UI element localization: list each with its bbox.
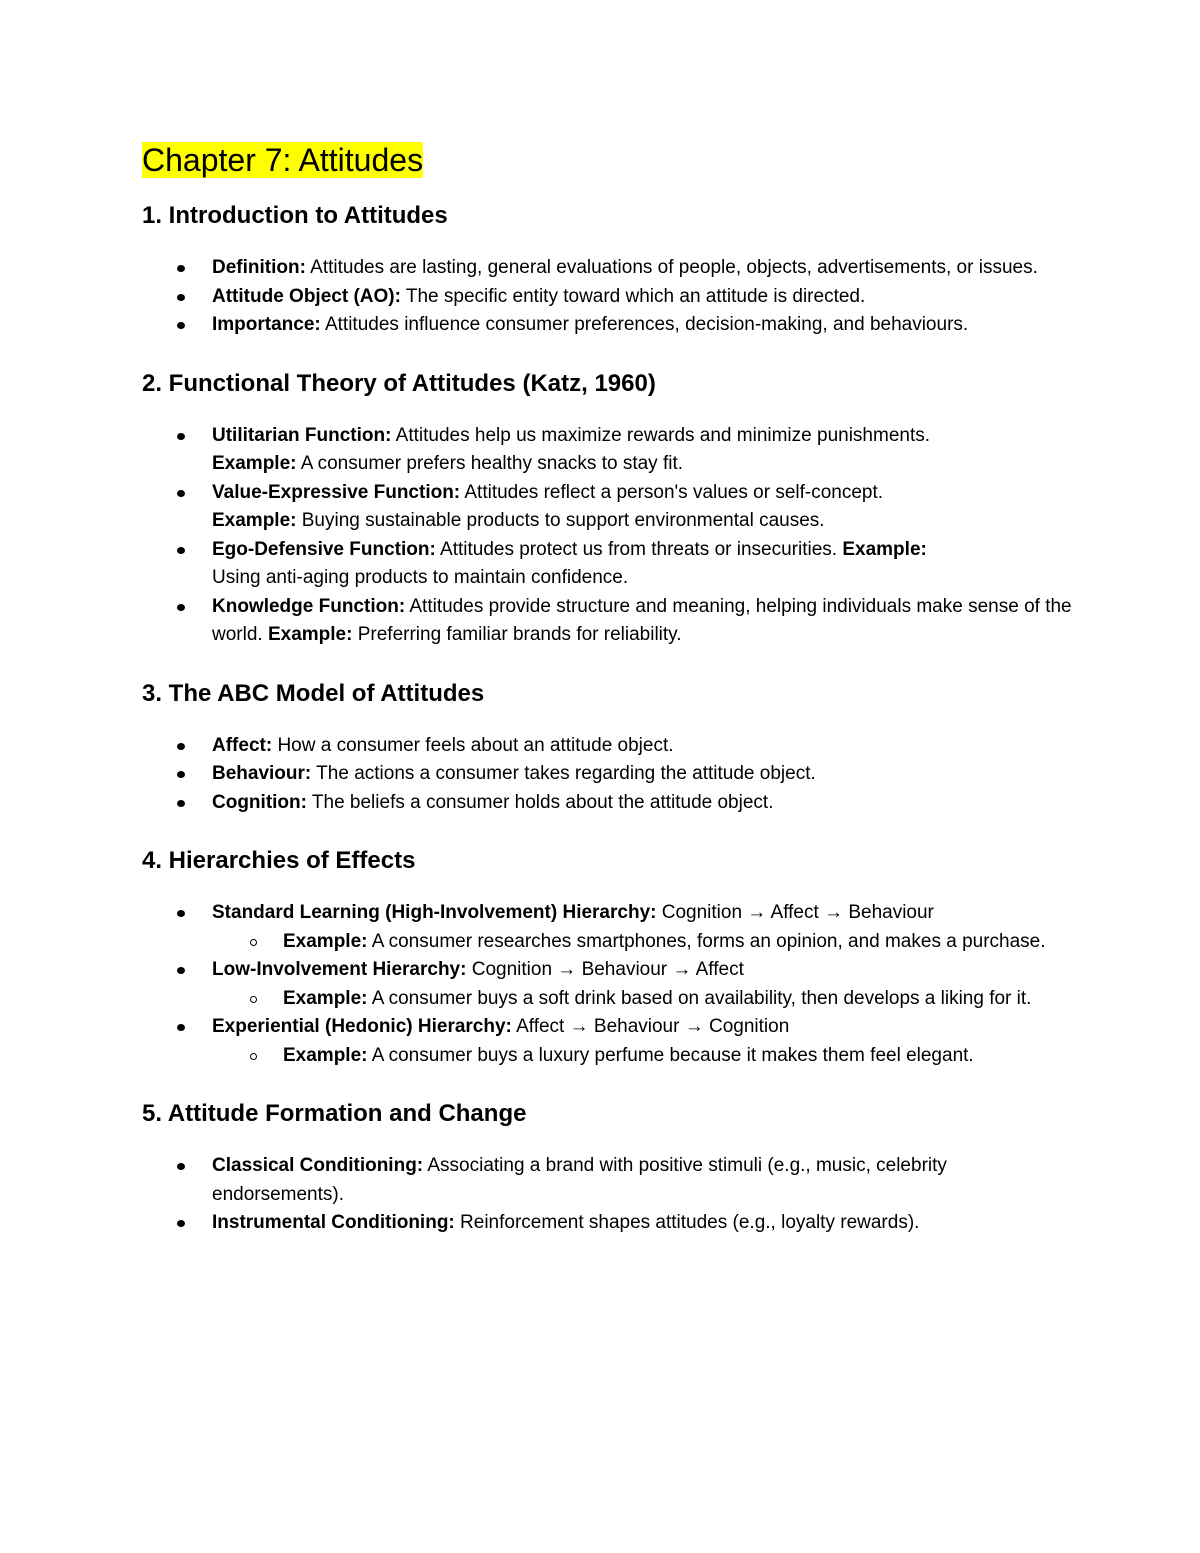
list-item — [142, 311, 1072, 340]
item-text: Attitudes are lasting, general evaluations of people, objects, advertisements, or issues. — [305, 257, 1038, 278]
item-term: Utilitarian Function: — [212, 424, 392, 446]
item-term: Cognition: — [212, 791, 307, 813]
list-item — [142, 1152, 1072, 1209]
item-term: Behaviour: — [212, 763, 312, 784]
bullet-icon — [177, 322, 185, 329]
section-heading-introduction: 1. Introduction to Attitudes — [142, 202, 448, 229]
example-text: A consumer buys a luxury perfume because it makes them feel elegant. — [367, 1044, 974, 1066]
list-item — [142, 283, 1072, 312]
example-text: Using anti-aging products to maintain confidence. — [212, 567, 629, 588]
list-item — [142, 899, 1072, 956]
example-label: Example: — [842, 538, 927, 560]
section-list-functional-theory — [142, 422, 1072, 650]
bullet-icon — [177, 910, 185, 917]
bullet-icon — [177, 771, 185, 778]
sub-list-item — [212, 1042, 1072, 1071]
section-heading-hierarchies: 4. Hierarchies of Effects — [142, 847, 416, 874]
item-text: The beliefs a consumer holds about the attitude object. — [306, 791, 774, 813]
item-text: Attitudes influence consumer preferences, decision-making, and behaviours. — [320, 314, 969, 335]
list-item — [142, 593, 1072, 650]
item-text: Attitudes provide structure and meaning, helping individuals make sense of the world. — [212, 595, 1072, 645]
item-term: Classical Conditioning: — [212, 1155, 424, 1176]
bullet-icon — [177, 1024, 185, 1031]
item-term: Instrumental Conditioning: — [212, 1212, 455, 1233]
item-term: Importance: — [212, 314, 321, 335]
sub-list — [212, 1042, 1072, 1071]
sub-list — [212, 928, 1072, 957]
bullet-icon — [177, 490, 185, 497]
page-title — [142, 138, 1072, 182]
item-text: Attitudes protect us from threats or insecurities. — [435, 538, 843, 560]
item-term: Standard Learning (High-Involvement) Hierarchy: — [212, 902, 657, 923]
list-item — [142, 1013, 1072, 1070]
bullet-icon — [177, 547, 185, 554]
section-list-introduction — [142, 254, 1072, 340]
example-label: Example: — [267, 624, 353, 645]
item-term: Attitude Object (AO): — [212, 285, 401, 307]
bullet-icon — [177, 800, 185, 807]
bullet-icon — [177, 967, 185, 974]
list-item — [142, 789, 1072, 818]
bullet-icon — [177, 743, 185, 750]
item-text: The specific entity toward which an attitude is directed. — [400, 285, 866, 307]
example-text: A consumer buys a soft drink based on availability, then develops a liking for it. — [367, 987, 1032, 1009]
bullet-icon — [177, 1163, 185, 1170]
item-term: Low-Involvement Hierarchy: — [212, 959, 467, 980]
section-heading-abc-model: 3. The ABC Model of Attitudes — [142, 679, 485, 707]
item-term: Experiential (Hedonic) Hierarchy: — [212, 1016, 512, 1037]
item-term: Knowledge Function: — [212, 595, 406, 617]
example-label: Example: — [283, 1044, 368, 1066]
sub-list-item — [212, 928, 1072, 957]
list-item — [142, 956, 1072, 1013]
example-label: Example: — [212, 453, 297, 474]
list-item — [142, 1209, 1072, 1238]
section-list-hierarchies — [142, 899, 1072, 1070]
item-text: Cognition → Behaviour → Affect — [466, 959, 744, 980]
bullet-icon — [177, 1220, 185, 1227]
list-item — [142, 479, 1072, 536]
item-term: Affect: — [212, 734, 273, 756]
section-list-abc-model — [142, 732, 1072, 818]
example-label: Example: — [283, 930, 368, 952]
item-text: The actions a consumer takes regarding the attitude object. — [311, 763, 816, 784]
list-item — [142, 536, 1072, 593]
item-text: Associating a brand with positive stimuli (e.g., music, celebrity endorsements). — [212, 1155, 947, 1205]
list-item — [142, 254, 1072, 283]
item-text: Attitudes help us maximize rewards and minimize punishments. — [391, 424, 931, 446]
list-item — [142, 732, 1072, 761]
example-label: Example: — [212, 510, 297, 531]
example-text: Buying sustainable products to support environmental causes. — [296, 510, 825, 531]
example-label: Example: — [283, 987, 368, 1009]
section-list-formation-change — [142, 1152, 1072, 1238]
sub-list — [212, 985, 1072, 1014]
section-heading-formation-change: 5. Attitude Formation and Change — [142, 1100, 527, 1127]
bullet-icon — [177, 604, 185, 611]
hollow-bullet-icon — [250, 939, 257, 946]
item-text: Attitudes reflect a person's values or self-concept. — [460, 481, 884, 503]
document-page — [142, 138, 1072, 1266]
example-text: A consumer researches smartphones, forms an opinion, and makes a purchase. — [367, 930, 1046, 952]
example-text: A consumer prefers healthy snacks to stay fit. — [296, 453, 683, 474]
hollow-bullet-icon — [250, 1053, 257, 1060]
hollow-bullet-icon — [250, 996, 257, 1003]
sub-list-item — [212, 985, 1072, 1014]
item-term: Ego-Defensive Function: — [212, 538, 436, 560]
item-text: Affect → Behaviour → Cognition — [511, 1016, 790, 1037]
highlighted-title: Chapter 7: Attitudes — [142, 142, 424, 178]
item-text: How a consumer feels about an attitude object. — [272, 734, 674, 756]
section-heading-functional-theory: 2. Functional Theory of Attitudes (Katz, 1960) — [142, 369, 656, 397]
list-item — [142, 422, 1072, 479]
item-term: Definition: — [212, 257, 306, 278]
bullet-icon — [177, 433, 185, 440]
bullet-icon — [177, 294, 185, 301]
bullet-icon — [177, 265, 185, 272]
item-text: Reinforcement shapes attitudes (e.g., loyalty rewards). — [454, 1212, 920, 1233]
list-item — [142, 760, 1072, 789]
item-text: Cognition → Affect → Behaviour — [656, 902, 934, 923]
example-text: Preferring familiar brands for reliability. — [352, 624, 682, 645]
item-term: Value-Expressive Function: — [212, 481, 461, 503]
